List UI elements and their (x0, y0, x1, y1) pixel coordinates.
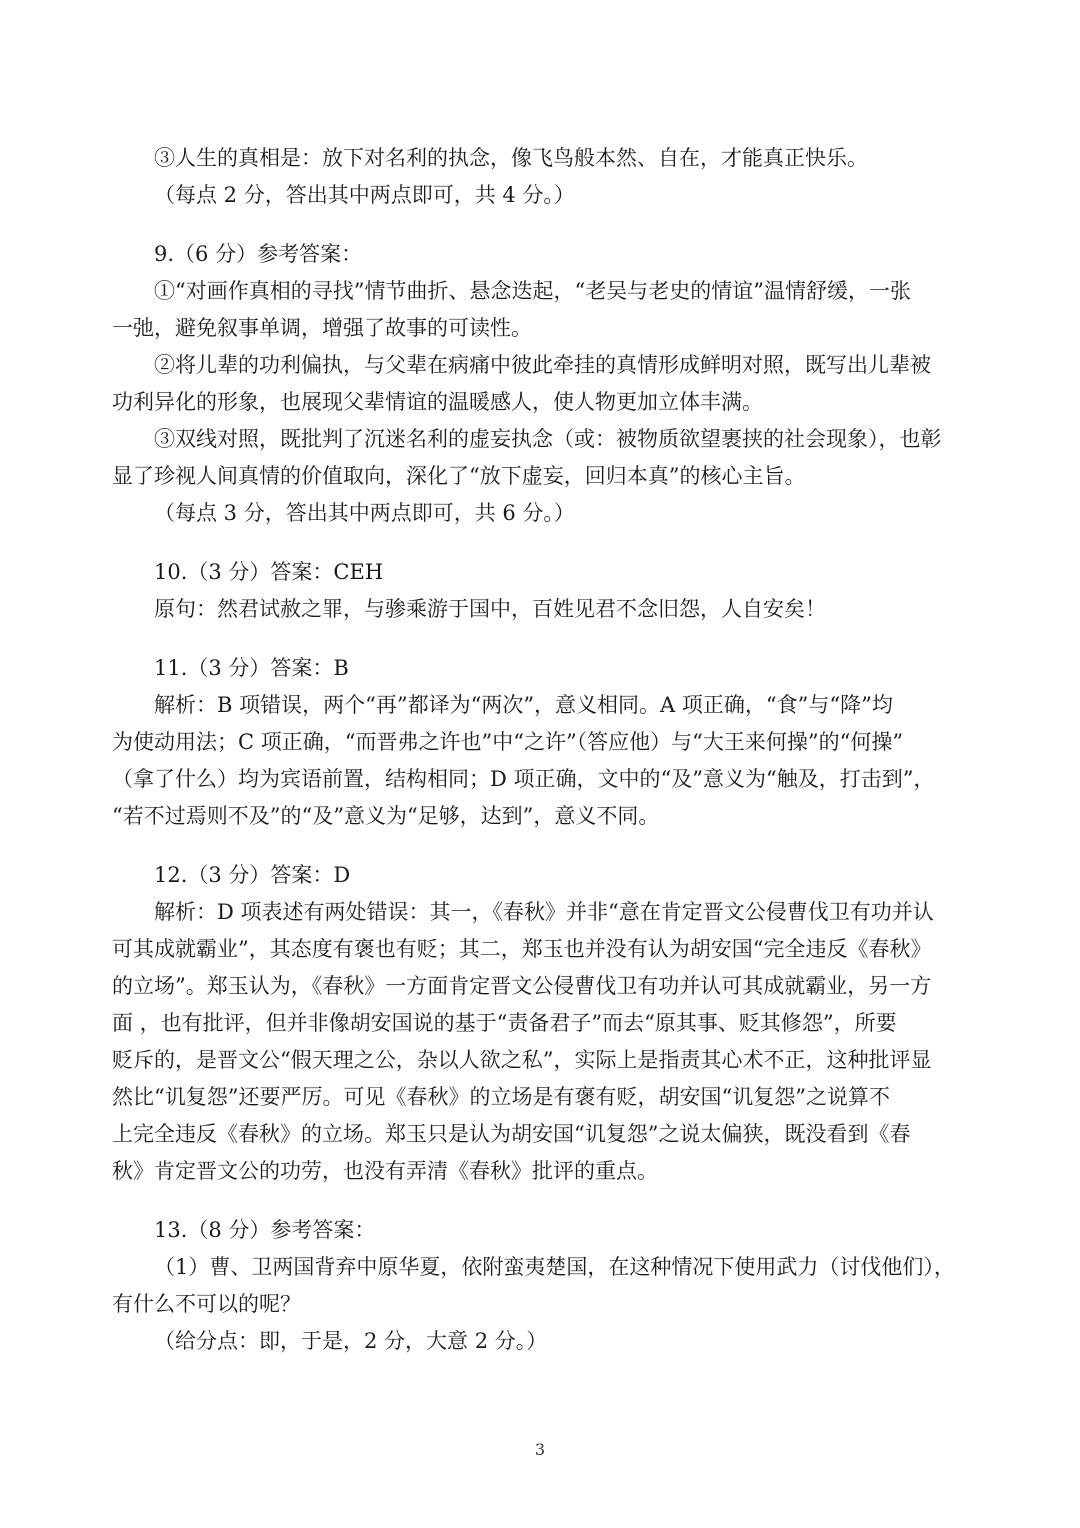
answer-section (112, 554, 970, 628)
text-line: ②将儿辈的功利偏执，与父辈在病痛中彼此牵挂的真情形成鲜明对照，既写出儿辈被 (154, 353, 931, 377)
text-line: （每点 3 分，答出其中两点即可，共 6 分。） (154, 501, 575, 525)
paragraph-gap (112, 628, 970, 650)
text-line: 一弛，避免叙事单调，增强了故事的可读性。 (112, 316, 532, 340)
paragraph-gap (112, 835, 970, 857)
page-number: 3 (534, 1440, 546, 1459)
text-line: ③人生的真相是：放下对名利的执念，像飞鸟般本然、自在，才能真正快乐。 (154, 146, 868, 170)
text-line: 原句：然君试赦之罪，与骖乘游于国中，百姓见君不念旧怨，人自安矣！ (154, 597, 826, 621)
paragraph-gap (112, 532, 970, 554)
answer-section (112, 236, 970, 532)
text-line: 可其成就霸业”，其态度有褒也有贬；其二，郑玉也并没有认为胡安国“完全违反《春秋》 (112, 937, 932, 961)
text-line: 秋》肯定晋文公的功劳，也没有弄清《春秋》批评的重点。 (112, 1159, 658, 1183)
text-line: （1）曹、卫两国背弃中原华夏，依附蛮夷楚国，在这种情况下使用武力（讨伐他们）， (154, 1255, 955, 1279)
text-line: 贬斥的，是晋文公“假天理之公，杂以人欲之私”，实际上是指责其心术不正，这种批评显 (112, 1048, 932, 1072)
answer-section (112, 857, 970, 1190)
text-line: ①“对画作真相的寻找”情节曲折、悬念迭起，“老吴与老史的情谊”温情舒缓，一张 (154, 279, 911, 303)
text-line: （给分点：即，于是，2 分，大意 2 分。） (154, 1329, 548, 1353)
answer-section (112, 650, 970, 835)
text-line: 为使动用法；C 项正确，“而晋弗之许也”中“之许”（答应他）与“大王来何操”的“何操” (112, 730, 904, 754)
text-line: （拿了什么）均为宾语前置，结构相同；D 项正确，文中的“及”意义为“触及，打击到”， (112, 767, 935, 791)
document-body (112, 140, 970, 1360)
text-line: 的立场”。郑玉认为，《春秋》一方面肯定晋文公侵曹伐卫有功并认可其成就霸业，另一方 (112, 974, 932, 998)
text-line: 9.（6 分）参考答案： (154, 242, 363, 266)
text-line: ③双线对照，既批判了沉迷名利的虚妄执念（或：被物质欲望裹挟的社会现象），也彰 (154, 427, 942, 451)
text-line: 13.（8 分）参考答案： (154, 1218, 376, 1242)
text-line: 12.（3 分）答案：D (154, 863, 351, 887)
answer-section (112, 140, 970, 214)
paragraph-gap (112, 214, 970, 236)
text-line: 10.（3 分）答案：CEH (154, 560, 384, 584)
text-line: 解析：B 项错误，两个“再”都译为“两次”，意义相同。A 项正确，“食”与“降”均 (154, 693, 893, 717)
text-line: 11.（3 分）答案：B (154, 656, 349, 680)
text-line: 功利异化的形象，也展现父辈情谊的温暖感人，使人物更加立体丰满。 (112, 390, 763, 414)
text-line: 上完全违反《春秋》的立场。郑玉只是认为胡安国“讥复怨”之说太偏狭，既没看到《春 (112, 1122, 911, 1146)
text-line: “若不过焉则不及”的“及”意义为“足够，达到”，意义不同。 (112, 804, 660, 828)
text-line: （每点 2 分，答出其中两点即可，共 4 分。） (154, 183, 575, 207)
text-line: 显了珍视人间真情的价值取向，深化了“放下虚妄，回归本真”的核心主旨。 (112, 464, 806, 488)
answer-section (112, 1212, 970, 1360)
text-line: 面 ，也有批评，但并非像胡安国说的基于“责备君子”而去“原其事、贬其修怨”，所要 (112, 1011, 897, 1035)
text-line: 然比“讥复怨”还要严厉。可见《春秋》的立场是有褒有贬，胡安国“讥复怨”之说算不 (112, 1085, 890, 1109)
paragraph-gap (112, 1190, 970, 1212)
text-line: 有什么不可以的呢？ (112, 1292, 301, 1316)
text-line: 解析：D 项表述有两处错误：其一，《春秋》并非“意在肯定晋文公侵曹伐卫有功并认 (154, 900, 934, 924)
